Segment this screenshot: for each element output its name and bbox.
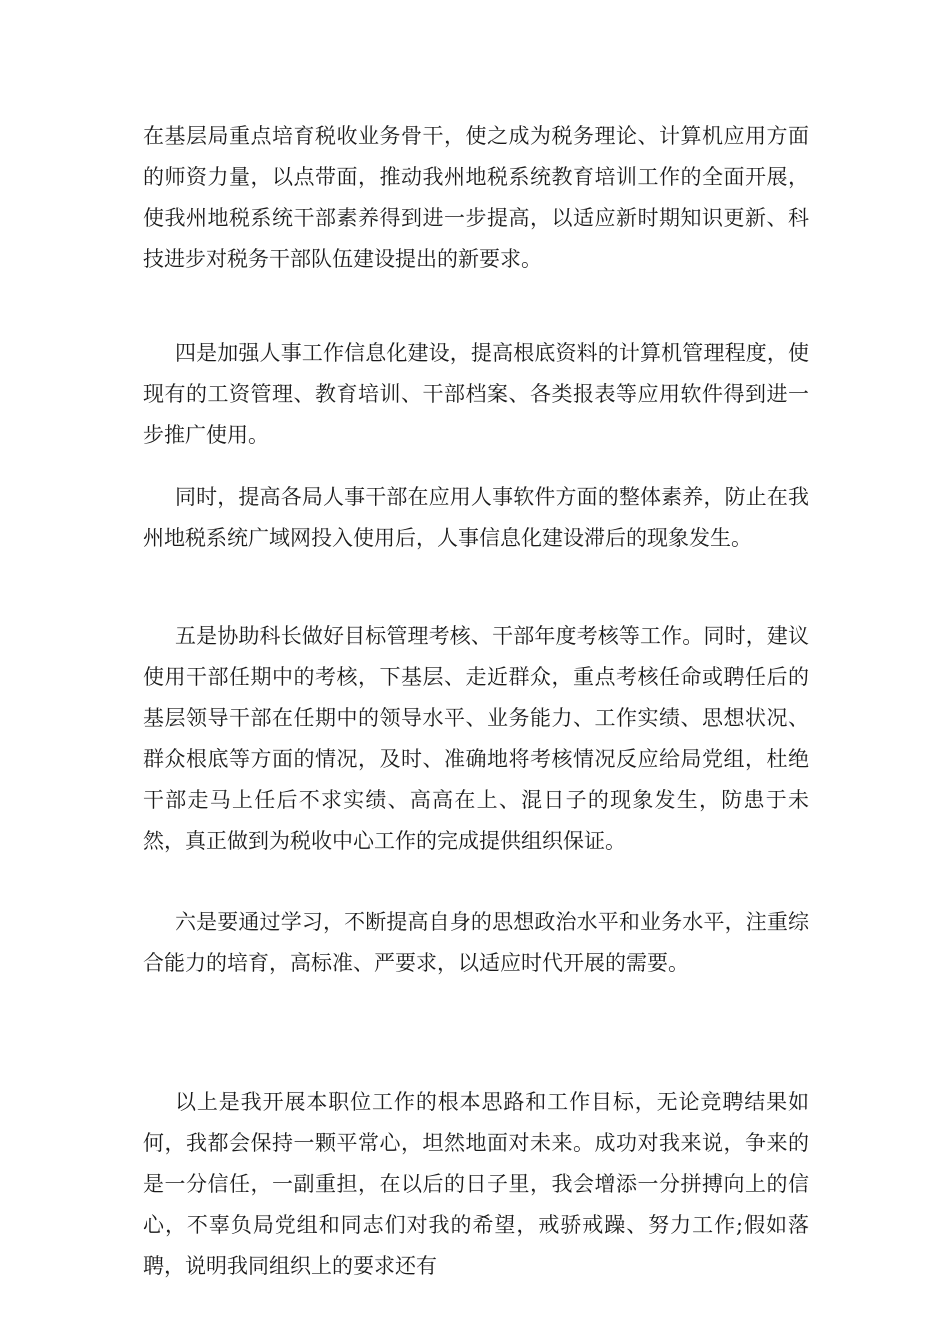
paragraph-item-five: 五是协助科长做好目标管理考核、干部年度考核等工作。同时，建议使用干部任期中的考核，下基层、走近群众，重点考核任命或聘任后的基层领导干部在任期中的领导水平、业务能力、工作实绩、思想状况、群众根底等方面的情况，及时、准确地将考核情况反应给局党组，杜绝干部走马上任后不求实绩、高高在上、混日子的现象发生，防患于未然，真正做到为税收中心工作的完成提供组织保证。 — [143, 624, 809, 853]
paragraph-item-six: 六是要通过学习，不断提高自身的思想政治水平和业务水平，注重综合能力的培育，高标准、严要求，以适应时代开展的需要。 — [143, 910, 809, 975]
paragraph-item-four: 四是加强人事工作信息化建设，提高根底资料的计算机管理程度，使现有的工资管理、教育培训、干部档案、各类报表等应用软件得到进一步推广使用。 — [143, 341, 809, 447]
paragraph-conclusion: 以上是我开展本职位工作的根本思路和工作目标，无论竞聘结果如何，我都会保持一颗平常心，坦然地面对未来。成功对我来说，争来的是一分信任，一副重担，在以后的日子里，我会增添一分拼搏向上的信心，不辜负局党组和同志们对我的希望，戒骄戒躁、努力工作;假如落聘，说明我同组织上的要求还有 — [143, 1090, 809, 1278]
paragraph-training: 在基层局重点培育税收业务骨干，使之成为税务理论、计算机应用方面的师资力量，以点带面，推动我州地税系统教育培训工作的全面开展，使我州地税系统干部素养得到进一步提高，以适应新时期知识更新、科技进步对税务干部队伍建设提出的新要求。 — [143, 124, 809, 271]
paragraph-meanwhile: 同时，提高各局人事干部在应用人事软件方面的整体素养，防止在我州地税系统广域网投入使用后，人事信息化建设滞后的现象发生。 — [143, 485, 809, 550]
